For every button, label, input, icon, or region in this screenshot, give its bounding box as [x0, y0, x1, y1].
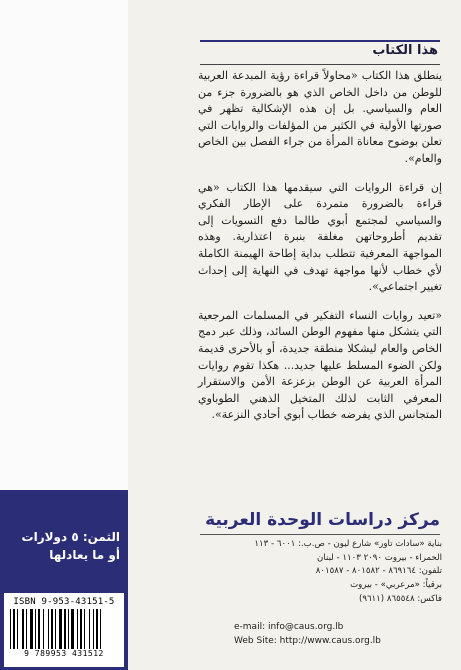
isbn-number: ISBN 9-953-43151-5	[13, 597, 115, 607]
price-equivalent: أو ما يعادلها	[49, 548, 120, 562]
address-line-2: الحمراء - بيروت ٢٠٩٠ ١١٠٣ - لبنان	[317, 552, 442, 563]
phone-numbers: تلفون: ٨٦٩١٦٤ - ٨٠١٥٨٢ - ٨٠١٥٨٧	[315, 566, 442, 577]
title-rule-top	[200, 40, 440, 42]
blurb-paragraph-1: ينطلق هذا الكتاب «محاولاً قراءة رؤية المبدعة العربية للوطن من داخل الخاص الذي هو بالضرورة جزء من العام والسياسي. بل إن هذه الإشكالية تظهر في صورتها الأولية في الكثير من المؤلفات والروايات التي تعلن بوضوح معاناة المرأة من جراء الفصل بين الخاص والعام».	[198, 69, 442, 165]
cover-white-panel	[0, 0, 128, 490]
publisher-web	[234, 620, 444, 648]
barcode	[4, 593, 124, 667]
price-block	[10, 528, 120, 564]
barcode-digits: 9 789953 431512	[24, 649, 104, 658]
cable-address: برقياً: «مرعربي» - بيروت	[350, 580, 442, 591]
publisher-rule	[200, 534, 440, 535]
publisher-contact	[196, 538, 442, 607]
barcode-bars	[8, 609, 120, 649]
fax-number: فاكس: ٨٦٥٥٤٨ (٩٦١١)	[358, 593, 442, 604]
blurb-paragraph-3: «تعيد روايات النساء التفكير في المسلمات المرجعية التي يتشكل منها مفهوم الوطن السائد، وذلك عبر دمج الخاص والعام ليشكلا منطقة جديدة، أو بالأحرى قديمة ولكن الضوء المسلط عليها جديد... هكذا تقوم روايات المرأة العربية عن الوطن بزعزعة الأمن والاستقرار المعرفي الثابت لذلك المتخيل الذهني الطوباوي المتجانس الذي يفرضه خطاب أبوي أحادي النزعة».	[198, 308, 442, 422]
blurb-paragraph-2: إن قراءة الروايات التي سيقدمها هذا الكتاب «هي قراءة بالضرورة متمردة على الإطار الفكري والسياسي لمجتمع أبوي طالما دفع التسويات إلى تقديم أطروحاتهن مغلفة بنبرة اعتذارية. وهذه المواجهة المعرفية تتطلب بداية إطاحة الهيمنة الكاملة لأي خطاب لأنها مواجهة تهدف في النهاية إلى إحداث تغيير اجتماعي».	[198, 180, 442, 294]
publisher-name: مركز دراسات الوحدة العربية	[205, 510, 440, 530]
address-line-1: بناية «سادات تاور» شارع ليون - ص.ب.: ٦٠٠١ - ١١٣	[254, 539, 442, 549]
title-rule-bottom	[200, 64, 440, 65]
section-title: هذا الكتاب	[372, 43, 438, 58]
price-amount: الثمن: ٥ دولارات	[21, 530, 120, 544]
blurb-text	[198, 68, 442, 436]
email-address: e-mail: info@caus.org.lb	[234, 622, 344, 632]
website-address: Web Site: http://www.caus.org.lb	[234, 636, 381, 646]
